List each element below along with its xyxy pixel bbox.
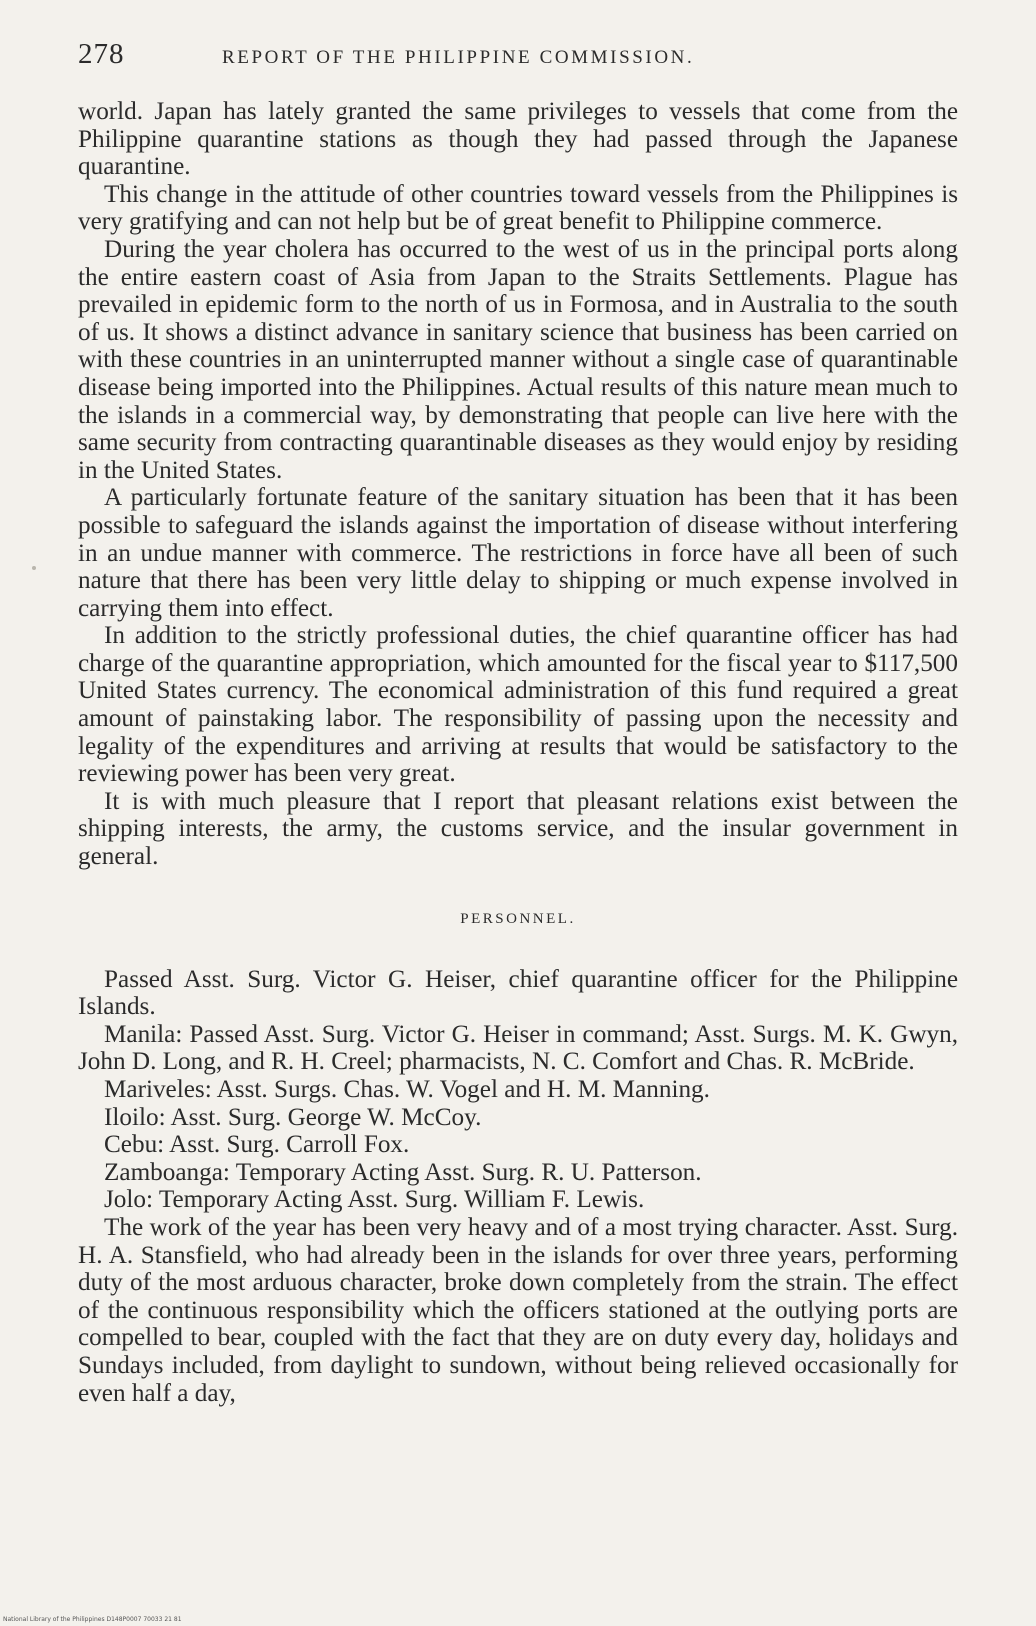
paragraph: It is with much pleasure that I report that pleasant relations exist between the shipping interests, the army, the customs service, and the insular government in general. <box>78 787 958 871</box>
running-head: REPORT OF THE PHILIPPINE COMMISSION. <box>222 47 695 68</box>
paragraph: During the year cholera has occurred to the west of us in the principal ports along the entire eastern coast of Asia from Japan to the Straits Settlements. Plague has prevailed in epidemic form to the north of us in Formosa, and in Australia to the south of us. It shows a distinct advance in sanitary science that business has been carried on with these countries in an uninterrupted manner without a single case of quarantinable disease being imported into the Philippines. Actual results of this nature mean much to the islands in a commercial way, by demonstrating that people can live here with the same security from contracting quarantinable diseases as they would enjoy by residing in the United States. <box>78 235 958 484</box>
scan-speck <box>32 566 36 570</box>
section-heading: PERSONNEL. <box>460 910 576 927</box>
paragraph: Manila: Passed Asst. Surg. Victor G. Heiser in command; Asst. Surgs. M. K. Gwyn, John D. Long, and R. H. Creel; pharmacists, N. C. Comfort and Chas. R. McBride. <box>78 1020 958 1076</box>
document-page <box>78 38 958 1407</box>
paragraph: Zamboanga: Temporary Acting Asst. Surg. R. U. Patterson. <box>104 1158 702 1186</box>
page-number: 278 <box>78 38 125 70</box>
footer-note: National Library of the Philippines D148P0007 70033 21 81 <box>3 1616 182 1623</box>
paragraph: Iloilo: Asst. Surg. George W. McCoy. <box>104 1103 482 1131</box>
page-header <box>78 38 958 84</box>
body-text-top <box>78 98 958 871</box>
paragraph: A particularly fortunate feature of the sanitary situation has been that it has been possible to safeguard the islands against the importation of disease without interfering in an undue manner with commerce. The restrictions in force have all been of such nature that there has been very little delay to shipping or much expense involved in carrying them into effect. <box>78 484 958 622</box>
paragraph: Mariveles: Asst. Surgs. Chas. W. Vogel and H. M. Manning. <box>104 1076 710 1103</box>
paragraph: Cebu: Asst. Surg. Carroll Fox. <box>104 1131 410 1159</box>
paragraph: This change in the attitude of other countries toward vessels from the Philippines is very gratifying and can not help but be of great benefit to Philippine commerce. <box>78 180 958 236</box>
paragraph: Passed Asst. Surg. Victor G. Heiser, chief quarantine officer for the Philippine Islands. <box>78 965 958 1021</box>
paragraph: In addition to the strictly professional duties, the chief quarantine officer has had charge of the quarantine appropriation, which amounted for the fiscal year to $117,500 United States currency. The economical administration of this fund required a great amount of painstaking labor. The responsibility of passing upon the necessity and legality of the expenditures and arriving at results that would be satisfactory to the reviewing power has been very great. <box>78 622 958 788</box>
paragraph: The work of the year has been very heavy and of a most trying character. Asst. Surg. H. A. Stansfield, who had already been in the islands for over three years, performing duty of the most arduous character, broke down completely from the strain. The effect of the continuous responsibility which the officers stationed at the outlying ports are compelled to bear, coupled with the fact that they are on duty every day, holidays and Sundays included, from daylight to sundown, without being relieved occasionally for even half a day, <box>78 1213 958 1407</box>
paragraph: Jolo: Temporary Acting Asst. Surg. William F. Lewis. <box>104 1186 645 1214</box>
body-text-personnel <box>78 966 958 1408</box>
paragraph: world. Japan has lately granted the same privileges to vessels that come from the Philippine quarantine stations as though they had passed through the Japanese quarantine. <box>78 98 958 181</box>
